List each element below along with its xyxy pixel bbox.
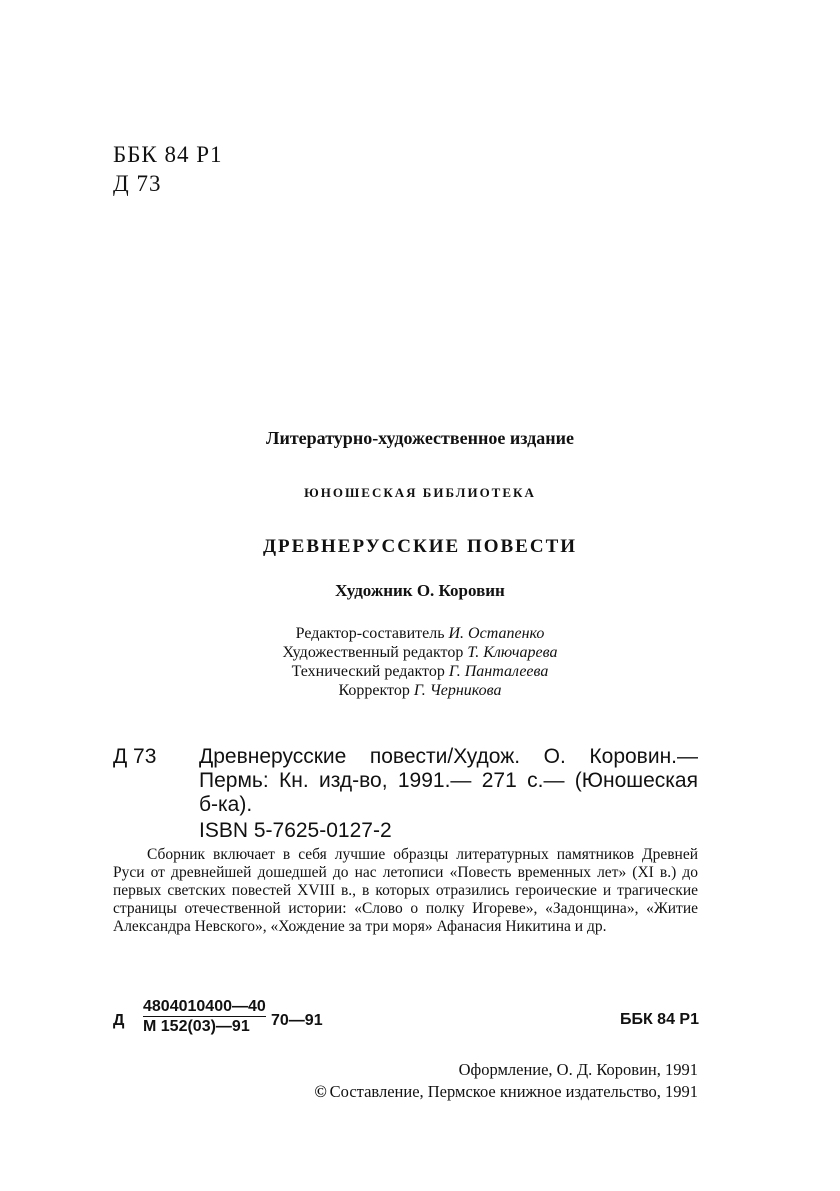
index-fraction xyxy=(143,998,266,1036)
index-denominator: М 152(03)—91 xyxy=(143,1016,266,1036)
index-numerator: 4804010400—40 xyxy=(143,998,266,1015)
series-name: ЮНОШЕСКАЯ БИБЛИОТЕКА xyxy=(304,485,536,500)
credit-line xyxy=(0,681,840,700)
bbk-code: ББК 84 Р1 xyxy=(113,142,223,167)
isbn: ISBN 5-7625-0127-2 xyxy=(199,819,392,842)
copyright-text: Составление, Пермское книжное издательство, 1991 xyxy=(329,1082,698,1101)
credit-line xyxy=(0,662,840,681)
author-mark: Д 73 xyxy=(113,171,162,196)
copyright-icon: © xyxy=(314,1082,327,1101)
credit-name: Г. Панталеева xyxy=(448,663,549,680)
catalog-entry-line: б-ка). xyxy=(199,793,253,816)
credit-name: И. Остапенко xyxy=(448,625,545,642)
book-title: ДРЕВНЕРУССКИЕ ПОВЕСТИ xyxy=(262,536,578,557)
publication-type: Литературно-художественное издание xyxy=(266,428,574,448)
index-letter: Д xyxy=(113,1012,125,1029)
annotation: Сборник включает в себя лучшие образцы литературных памятников Древней Руси от древнейшей дошедшей до нас летописи «Повесть временных лет» (XI в.) до первых светских повестей XVIII в., в которых отразились героические и трагические страницы отечественной истории: «Слово о полку Игореве», «Задонщина», «Житие Александра Невского», «Хождение за три моря» Афанасия Никитина и др. xyxy=(113,846,698,935)
copyright-line xyxy=(314,1081,698,1103)
credit-role: Редактор-составитель xyxy=(295,625,445,642)
catalog-entry-line: Пермь: Кн. изд-во, 1991.— 271 с.— (Юношеская xyxy=(199,769,698,792)
credit-role: Корректор xyxy=(338,682,410,699)
bbk-footer: ББК 84 Р1 xyxy=(619,1011,699,1028)
catalog-code: Д 73 xyxy=(113,745,157,768)
copyright-block xyxy=(314,1059,698,1103)
credit-role: Технический редактор xyxy=(291,663,445,680)
catalog-row xyxy=(113,745,698,769)
credit-line xyxy=(0,643,840,662)
catalog-card xyxy=(113,745,698,843)
credit-line xyxy=(0,624,840,643)
bbk-header xyxy=(113,140,223,198)
index-suffix: 70—91 xyxy=(271,1012,323,1029)
credit-name: Г. Черникова xyxy=(413,682,502,699)
artist-credit: Художник О. Коровин xyxy=(335,581,505,600)
credit-role: Художественный редактор xyxy=(282,644,464,661)
editorial-credits xyxy=(0,624,840,700)
credit-name: Т. Ключарева xyxy=(467,644,558,661)
design-credit: Оформление, О. Д. Коровин, 1991 xyxy=(458,1060,698,1079)
catalog-entry-line: Древнерусские повести/Худож. О. Коровин.— xyxy=(199,745,698,768)
